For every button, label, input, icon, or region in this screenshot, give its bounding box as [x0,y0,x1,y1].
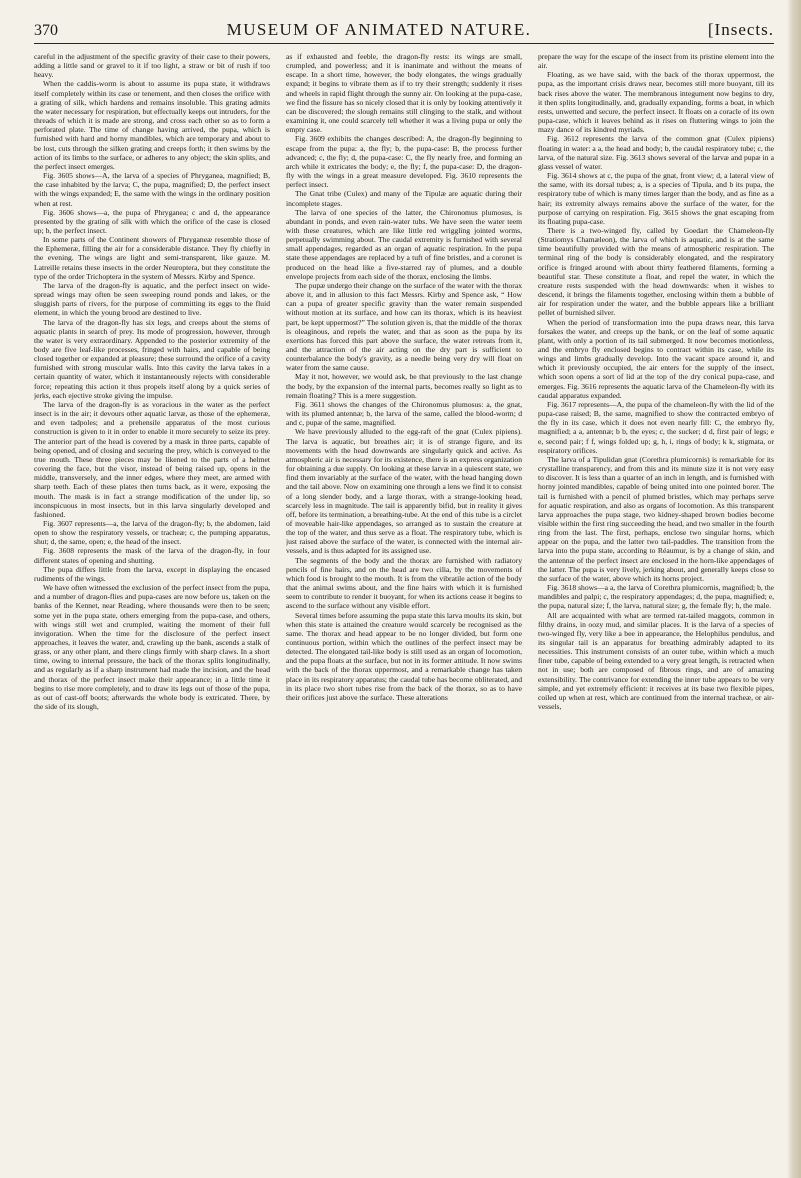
paragraph: The larva of the dragon-fly is aquatic, and the perfect insect on wide-spread wings may often be seen sweeping round ponds and lakes, or the sluggish parts of rivers, for the purpose of committing its eggs to the fluid element, in which the young brood are destined to live. [34,280,270,318]
paragraph: The larva of the dragon-fly is as voracious in the water as the perfect insect is in the air; it devours other aquatic larvæ, as those of the ephemeræ, and even tadpoles; and a prehensile apparatus of the most curious construction is given to it in order to enable it more securely to seize its prey. The anterior part of the head is covered by a mask in three parts, capable of being opened, and of closing and securing the prey, which is conveyed to the true mouth. These three pieces may be likened to the parts of a helmet covering the face, but the visor, instead of being raised up, opens in the middle, transversely, and the inner edges, where they meet, are armed with sharp teeth. Each of these plates then turns back, as it were, exposing the mouth. The mask is in fact a strange modification of the under lip, so inconspicuous in most insects, but in this larva singularly developed and fashioned. [34,399,270,519]
column-middle [286,52,522,1157]
column-right [538,52,774,1157]
book-page [34,14,774,1164]
paragraph: The segments of the body and the thorax are furnished with radiatory pencils of fine hairs, and on the head are two cilia, by the movements of which food is brought to the mouth. It is from the vibratile action of the body that the animal swims about, and the fine hairs with which it is furnished seem to contribute to render it buoyant, for when its actions cease it begins to ascend to the surface without any visible effort. [286,555,522,611]
paragraph: Fig. 3611 shows the changes of the Chironomus plumosus: a, the gnat, with its plumed antennæ; b, the larva of the same, called the blood-worm; d and c, pupæ of the same, magnified. [286,399,522,428]
page-edge-shadow [787,0,801,1178]
paragraph: Fig. 3614 shows at c, the pupa of the gnat, front view; d, a lateral view of the same, with its dorsal tubes; a, is a species of Tipula, and b its pupa, the respiratory tube of which is many times larger than the body, and as fine as a hair; its extremity always remains above the surface of the water, for the purpose of carrying on respiration. Fig. 3615 shows the gnat escaping from its floating pupa-case. [538,171,774,226]
paragraph: Fig. 3609 exhibits the changes described: A, the dragon-fly beginning to escape from the pupa: a, the fly; b, the pupa-case: B, the process further advanced; c, the fly; d, the pupa-case: C, the fly nearly free, and forming an arch while it extricates the body; e, the fly; f, the pupa-case: D, the dragon-fly with the wings in a great measure developed. Fig. 3610 represents the perfect insect. [286,134,522,190]
paragraph: Fig. 3607 represents—a, the larva of the dragon-fly; b, the abdomen, laid open to show the respiratory vessels, or tracheæ; c, the pumping apparatus, shut; d, the same, open; e, the head of the insect. [34,518,270,547]
paragraph: Fig. 3605 shows—A, the larva of a species of Phryganea, magnified; B, the case inhabited by the larva; C, the pupa, magnified; D, the perfect insect with the wings expanded; E, the same with the wings in the ordinary position when at rest. [34,171,270,208]
paragraph: The larva of one species of the latter, the Chironomus plumosus, is abundant in ponds, and even rain-water tubs. We have seen the water teem with these creatures, which are like little red wriggling jointed worms, perpetually swimming about. The caudal extremity is furnished with several small appendages, regarded as an organ of aquatic respiration. In the pupa state these appendages are replaced by a tuft of fine bristles, and a coronet is produced on the head like a five-starred ray of plumes, and a double envelope projects from each side of the thorax, enclosing the limbs. [286,207,522,281]
paragraph: All are acquainted with what are termed rat-tailed maggots, common in filthy drains, in oozy mud, and similar places. It is the larva of a species of two-winged fly, very like a bee in appearance, the Helophilus pendulus, and its singular tail is an apparatus for breathing admirably adapted to its necessities. This instrument consists of an outer tube, within which a much finer tube, capable of being extended to a very great length, is retracted when not in use; both are composed of fibrous rings, and are of amazing extensibility. The contrivance for extending the inner tube appears to be very simple, and yet extremely efficient: it receives at its base two flexible pipes, coiled up when at rest, which are continued from the internal tracheæ, or air-vessels, [538,610,774,712]
running-header [34,14,774,44]
paragraph: When the period of transformation into the pupa draws near, this larva forsakes the water, and creeps up the bank, or on the leaf of some aquatic plant, with only a portion of its tail submerged. It now becomes motionless, and the embryo fly enclosed begins to contract within its case, while its wings and limbs gradually develop. Into the vacant space around it, and which it previously occupied, the air enters for the supply of the insect, which soon opens a sort of lid at the top of the dry conical pupa-case, and emerges. Fig. 3616 represents the aquatic larva of the Chameleon-fly with its caudal apparatus expanded. [538,317,774,400]
paragraph: prepare the way for the escape of the insect from its pristine element into the air. [538,52,774,71]
paragraph: In some parts of the Continent showers of Phryganeæ resemble those of the Ephemeræ, filling the air for a considerable distance. They fly chiefly in the evening. The wings are light and semi-transparent, like gauze. M. Latreille retains these insects in the order Neuroptera, but they constitute the type of the order Trichoptera in the system of Messrs. Kirby and Spence. [34,235,270,281]
paragraph: The pupæ undergo their change on the surface of the water with the thorax above it, and in allusion to this fact Messrs. Kirby and Spence ask, “ How can a pupa of greater specific gravity than the water remain suspended without motion at its surface, and how can its thorax, which is its heaviest part, be kept uppermost?” The solution given is, that the middle of the thorax is oleaginous, and repels the water, and that as soon as the pupa by its exertions has forced this part above the surface, the water retreats from it, and the attraction of the air acting on the dry part is sufficient to counterbalance the body's gravity, as a needle being very dry will float on water from the same cause. [286,280,522,373]
paragraph: Fig. 3608 represents the mask of the larva of the dragon-fly, in four different states of opening and shutting. [34,546,270,565]
paragraph: Fig. 3612 represents the larva of the common gnat (Culex pipiens) floating in water: a a, the head and body; b, the caudal respiratory tube; c, the larva, of the natural size. Fig. 3613 shows several of the larvæ and pupæ in a glass vessel of water. [538,134,774,171]
paragraph: careful in the adjustment of the specific gravity of their case to their powers, adding a little sand or gravel to it if too light, a straw or bit of rush if too heavy. [34,52,270,80]
paragraph: The Gnat tribe (Culex) and many of the Tipulæ are aquatic during their incomplete stages. [286,189,522,208]
paragraph: Fig. 3617 represents—A, the pupa of the chameleon-fly with the lid of the pupa-case raised; B, the same, magnified to show the contracted embryo of the fly in its case, which it does not even nearly fill: C, the embryo fly, magnified; a a, antennæ; b b, the eyes; c, the sucker; d d, first pair of legs; e e, second pair; f f, wings folded up; g, h, i, rings of body; k k, stigmata, or respiratory orifices. [538,399,774,455]
paragraph: We have often witnessed the exclusion of the perfect insect from the pupa, and a number of dragon-flies and pupa-cases are now before us, taken on the banks of the Kennet, near Reading, where thousands were then to be seen; some yet in the pupa state, others emerging from the pupa-case, and others, with wings still wet and crumpled, waiting the moment of their full invigoration. When the time for the disclosure of the perfect insect approaches, it leaves the water, and, crawling up the bank, ascends a stalk of grass, or any other plant, and there clings firmly with sharp claws. In a short time, owing to internal pressure, the back of the thorax splits longitudinally, and as regularly as if a sharp instrument had made the incision, and the head and thorax of the perfect insect make their appearance; in a little time it begins to rise more completely, and to draw its legs out of those of the pupa, as out of cast-off boots; afterwards the whole body is extricated. There, by the side of its slough, [34,583,270,712]
running-title: MUSEUM OF ANIMATED NATURE. [226,20,532,39]
paragraph: The pupa differs little from the larva, except in displaying the encased rudiments of the wings. [34,564,270,583]
paragraph: Fig. 3618 shows—a a, the larva of Corethra plumicornis, magnified; b, the mandibles and palpi; c, the respiratory appendages; d, the pupa, magnified; e, the pupa, natural size; f, the larva, natural size; g, the female fly; h, the male. [538,583,774,611]
paragraph: When the caddis-worm is about to assume its pupa state, it withdraws itself completely within its case or tenement, and then closes the orifice with a grating of silk, which hardens and remains insoluble. This grating admits the water necessary for respiration, but effectually keeps out intruders, for the threads of which it is made are strong, and cross each other so as to form a perforated plate. The time of change having arrived, the pupa, which is furnished with hard and horny mandibles, which are temporary and about to be lost, cuts through the silken grating and creeps forth; it then swims by the action of its limbs to the surface, or adheres to any object; the skin splits, and the perfect insect emerges. [34,79,270,171]
column-left [34,52,270,1157]
paragraph: Several times before assuming the pupa state this larva moults its skin, but when this state is attained the creature would scarcely be recognised as the same. The thorax and head appear to be no longer divided, but form one continuous portion, within which the outlines of the perfect insect may be detected. The elongated tail-like body is still used as an organ of locomotion, and the pupa floats at the surface, but not in its former attitude. It now swims with the back of the thorax uppermost, and a remarkable change has taken place in its respiratory apparatus; the caudal tube has become obliterated, and in its place two short tubes rise from the back of the thorax, so as to have their orifices just above the surface. These alterations [286,610,522,702]
text-columns [34,52,774,1157]
paragraph: We have previously alluded to the egg-raft of the gnat (Culex pipiens). The larva is aquatic, but breathes air; it is of strange figure, and its movements with the head downwards are singularly quick and active. As atmospheric air is necessary for its existence, there is an express organization for obtaining a due supply. On looking at these larvæ in a quiescent state, we find them invariably at the surface of the water, with the head hanging down and the tail above. Now on examining one through a lens we find it to consist of a long slender body, and a large thorax, with a strange-looking head, scarcely less in magnitude. The tail is apparently bifid, but in reality it gives off, before its termination, a breathing-tube. At the end of this tube is a circlet of moveable hair-like appendages, so arranged as to sustain the creature at the top of the water, and thus serve as a float. The respiratory tube, which is just raised above the surface of the water, is connected with the internal air-vessels, and is thus adapted for its assigned use. [286,427,522,556]
paragraph: Fig. 3606 shows—a, the pupa of Phryganea; c and d, the appearance presented by the grating of silk with which the orifice of the case is closed up; b, the perfect insect. [34,207,270,235]
paragraph: There is a two-winged fly, called by Goedart the Chameleon-fly (Stratiomys Chamæleon), the larva of which is aquatic, and is at the same time beautifully provided with the means of atmospheric respiration. The terminal ring of the body is considerably elongated, and the respiratory orifice is fringed around with about thirty feathered filaments, forming a beautiful star. These constitute a float, and repel the water, in which the creature rests suspended with the head downwards: when it wishes to descend, it brings the filaments together, enclosing within them a bubble of air for respiration under the water, and the bubble appears like a brilliant pellet of burnished silver. [538,225,774,318]
paragraph: as if exhausted and feeble, the dragon-fly rests: its wings are small, crumpled, and powerless; and it is inanimate and without the means of escape. In a short time, however, the body elongates, the wings gradually expand; it begins to vibrate them as if to try their strength; suddenly it rises and wheels in rapid flight through the sunny air. On looking at the pupa-case, we find the fissure has so nicely closed that it is only by looking attentively it can be discovered; the slough remains still clinging to the stalk, and without examining it, one could scarcely tell whether it was a living pupa or only the empty case. [286,52,522,135]
page-number: 370 [34,22,58,39]
paragraph: The larva of a Tipulidan gnat (Corethra plumicornis) is remarkable for its crystalline transparency, and from this and its minute size it is not very easy to discover. It is less than a quarter of an inch in length, and is furnished with horny jointed mandibles, capable of being united into one pointed borer. The tail is furnished with a pencil of plumed bristles, which may perhaps serve for aquatic respiration, and also as organs of locomotion. As this transparent larva approaches the pupa stage, two kidney-shaped brown bodies become visible within the first ring succeeding the head, and two smaller in the fourth ring from the last. The first, perhaps, enclose two singular horns, which appear on the pupa, and the latter two tail-paddles. The transition from the larva into the pupa state, according to Réaumur, is by a change of skin, and the antennæ of the perfect insect are enclosed in the horn-like appendages of the latter. The pupa is very lively, jerking about, and generally keeps close to the surface of the water, above which its horns project. [538,454,774,583]
paragraph: Floating, as we have said, with the back of the thorax uppermost, the pupa, as the important crisis draws near, becomes still more buoyant, till its back rises above the water. The membranous integument now begins to dry, it then splits longitudinally, and, gradually expanding, forms a boat, in which rests, unwetted and secure, the perfect insect. It floats on a coracle of its own pupa-case, which it leaves behind as it rises on fluttering wings to join the mazy dance of its kindred myriads. [538,70,774,135]
paragraph: May it not, however, we would ask, be that previously to the last change the body, by the expansion of the internal parts, becomes really so light as to remain floating? This is a mere suggestion. [286,372,522,400]
section-label: [Insects. [707,20,774,39]
paragraph: The larva of the dragon-fly has six legs, and creeps about the stems of aquatic plants in search of prey. Its mode of progression, however, through the water is very extraordinary. Appended to the posterior extremity of the body are five leaf-like processes, fringed with hairs, and capable of being closed together or expanded at pleasure; these surround the orifice of a cavity furnished with strong muscular walls. Into this cavity the larva takes in a certain quantity of water, which it instantaneously rejects with considerable force; repeating this action it thus propels itself along by a quick series of jerks, each ejective stroke giving the impulse. [34,317,270,400]
